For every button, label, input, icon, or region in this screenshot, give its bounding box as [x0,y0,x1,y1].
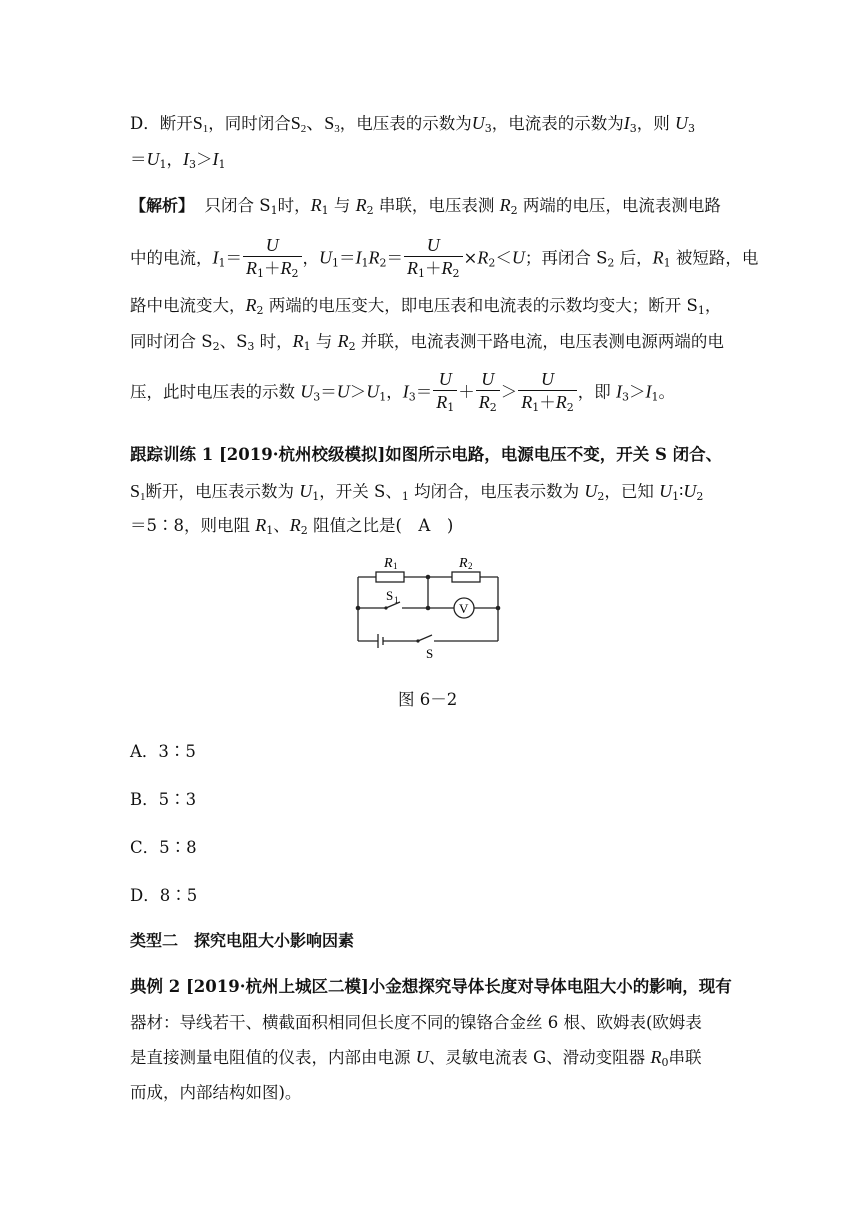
example-line1: 典例 2 [2019·杭州上城区二模]小金想探究导体长度对导体电阻大小的影响，现有 [130,977,732,996]
example-line3: 是直接测量电阻值的仪表，内部由电源 U、灵敏电流表 G、滑动变阻器 $R_0$串联 [130,1047,702,1069]
resistor-r1 [376,572,404,582]
analysis-line3: 路中电流变大，$R_2$ 两端的电压变大，即电压表和电流表的示数均变大；断开 $S_1$， [130,295,722,317]
analysis-line1: 【解析】 只闭合 $S_1$时，$R_1$ 与 $R_2$ 串联，电压表测 $R_2$ 两端的电压，电流表测电路 [130,195,721,217]
resistor-r2 [452,572,480,582]
svg-text:2: 2 [468,561,473,571]
example-line2: 器材：导线若干、横截面积相同但长度不同的镍铬合金丝 6 根、欧姆表(欧姆表 [130,1013,702,1032]
option-b[interactable]: B．5∶3 [130,790,197,809]
circuit-diagram [350,552,510,662]
svg-text:R: R [459,556,468,571]
option-d[interactable]: D．8∶5 [130,886,198,905]
exercise-line2: $S_1$断开，电压表示数为 $U_1$，开关 S、$_1$ 均闭合，电压表示数为 $U_2$，已知 $U_1∶U_2$ [130,481,704,503]
svg-text:V: V [459,601,469,616]
svg-text:S: S [386,588,394,603]
example-line4: 而成，内部结构如图)。 [130,1083,302,1102]
exercise-line1: 跟踪训练 1 [2019·杭州校级模拟]如图所示电路，电源电压不变，开关 S 闭合、 [130,445,723,464]
analysis-line5: 压，此时电压表的示数 $U_3=U>U_1$，$I_3=$ $\frac{U}{R_1}$ ＋ $\frac{U}{R_2}$ ＞ $\frac{U}{R_1+R_2}$ ，即 $I_3>I_1$。 [130,369,675,414]
option-d-line2: $=U_1$，$I_3>I_1$ [130,149,226,171]
svg-text:1: 1 [393,561,398,571]
figure-caption: 图 6－2 [398,690,458,709]
exercise-line3: ＝5∶8，则电阻 $R_1$、$R_2$ 阻值之比是( A ) [130,515,454,537]
option-c[interactable]: C．5∶8 [130,838,197,857]
section-heading: 类型二 探究电阻大小影响因素 [130,931,355,950]
svg-text:S: S [426,646,434,661]
analysis-line2: 中的电流，$I_1=$ $\frac{U}{R_1+R_2}$ ，$U_1=I_1R_2=$ $\frac{U}{R_1+R_2}$ $\times R_2<U$；再闭合 $S_2$ 后，$R_1$ 被短路，电 [130,235,759,280]
option-a[interactable]: A．3∶5 [130,742,196,761]
svg-text:1: 1 [394,595,399,605]
svg-text:R: R [384,556,393,571]
switch-s [418,635,432,641]
option-d-line1: D．断开$S_1$，同时闭合$S_2$、$S_3$，电压表的示数为$U_3$，电流表的示数为$I_3$，则 $U_3$ [130,113,696,135]
analysis-line4: 同时闭合 $S_2$、$S_3$ 时，$R_1$ 与 $R_2$ 并联，电流表测干路电流，电压表测电源两端的电 [130,331,724,353]
